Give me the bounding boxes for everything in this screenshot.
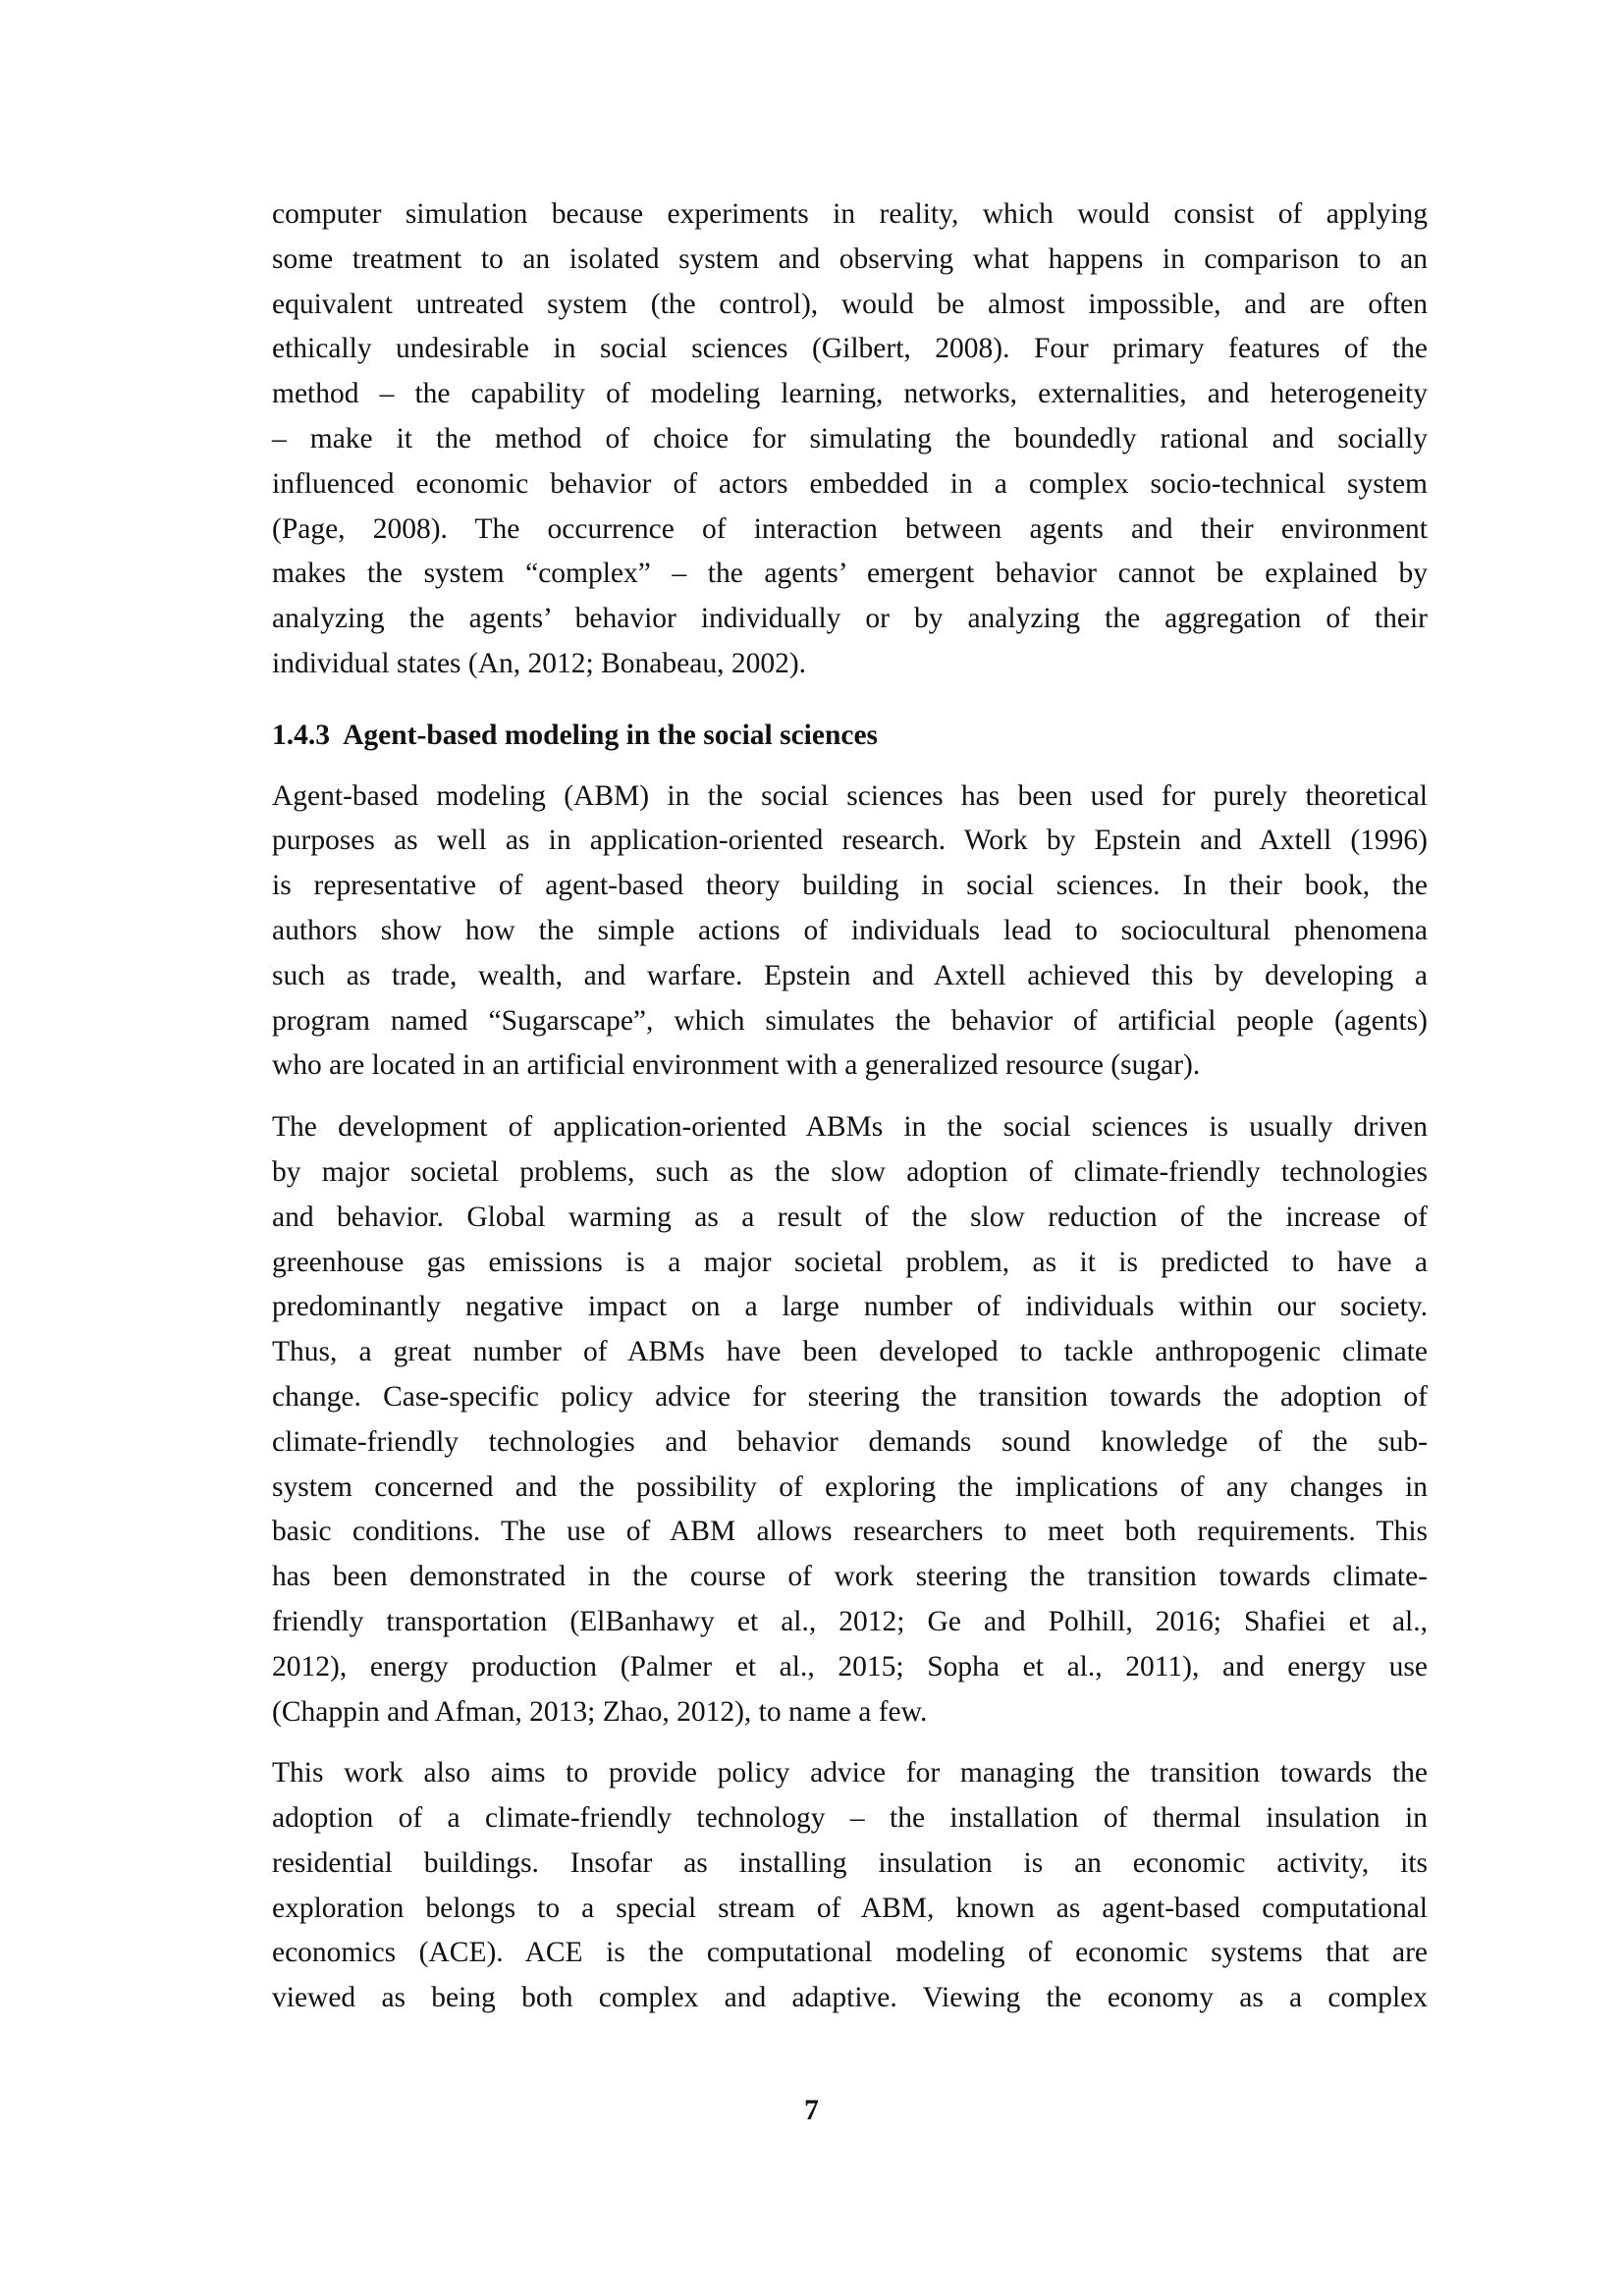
text-line: exploration belongs to a special stream of ABM, known as agent-based computational: [272, 1892, 1428, 1924]
text-line: program named “Sugarscape”, which simulates the behavior of artificial people (agents): [272, 1004, 1428, 1037]
section-heading: [272, 714, 1428, 759]
text-line: Agent-based modeling (ABM) in the social sciences has been used for purely theoretical: [272, 779, 1428, 812]
text-line: computer simulation because experiments in reality, which would consist of applying: [272, 198, 1428, 230]
section-number: 1.4.3: [272, 719, 330, 751]
paragraph-4: [272, 1751, 1428, 2021]
text-line: basic conditions. The use of ABM allows researchers to meet both requirements. This: [272, 1516, 1428, 1548]
page-number: 7: [804, 2094, 819, 2126]
text-line: 2012), energy production (Palmer et al., 2015; Sopha et al., 2011), and energy use: [272, 1650, 1428, 1682]
text-line: by major societal problems, such as the slow adoption of climate-friendly technologies: [272, 1155, 1428, 1188]
section-title: Agent-based modeling in the social sciences: [343, 719, 879, 751]
text-line: who are located in an artificial environment with a generalized resource (sugar).: [272, 1049, 1201, 1082]
text-line: system concerned and the possibility of exploring the implications of any changes in: [272, 1470, 1428, 1503]
text-line: makes the system “complex” – the agents’ emergent behavior cannot be explained by: [272, 558, 1428, 590]
text-line: Thus, a great number of ABMs have been developed to tackle anthropogenic climate: [272, 1336, 1428, 1368]
paragraph-3: [272, 1105, 1428, 1735]
text-line: purposes as well as in application-oriented research. Work by Epstein and Axtell (1996): [272, 825, 1428, 857]
text-line: adoption of a climate-friendly technology – the installation of thermal insulation in: [272, 1802, 1428, 1835]
text-line: ethically undesirable in social sciences (Gilbert, 2008). Four primary features of the: [272, 333, 1428, 365]
paragraph-2: [272, 774, 1428, 1090]
text-line: – make it the method of choice for simulating the boundedly rational and socially: [272, 422, 1428, 454]
text-line: influenced economic behavior of actors embedded in a complex socio-technical system: [272, 467, 1428, 500]
text-line: viewed as being both complex and adaptive. Viewing the economy as a complex: [272, 1982, 1428, 2014]
text-line: and behavior. Global warming as a result of the slow reduction of the increase of: [272, 1201, 1428, 1233]
paragraph-1: [272, 192, 1428, 687]
text-line: friendly transportation (ElBanhawy et al., 2012; Ge and Polhill, 2016; Shafiei et al.,: [272, 1605, 1428, 1637]
text-line: change. Case-specific policy advice for steering the transition towards the adoption of: [272, 1380, 1428, 1413]
text-line: method – the capability of modeling learning, networks, externalities, and heterogeneity: [272, 378, 1428, 410]
text-line: predominantly negative impact on a large number of individuals within our society.: [272, 1291, 1428, 1323]
text-line: economics (ACE). ACE is the computational modeling of economic systems that are: [272, 1937, 1428, 1969]
text-line: climate-friendly technologies and behavior demands sound knowledge of the sub-: [272, 1425, 1428, 1458]
body-text: [272, 192, 1428, 2038]
text-line: such as trade, wealth, and warfare. Epstein and Axtell achieved this by developing a: [272, 959, 1428, 991]
text-line: analyzing the agents’ behavior individually or by analyzing the aggregation of their: [272, 603, 1428, 635]
text-line: equivalent untreated system (the control), would be almost impossible, and are often: [272, 288, 1428, 320]
text-line: individual states (An, 2012; Bonabeau, 2002).: [272, 647, 807, 679]
text-line: The development of application-oriented ABMs in the social sciences is usually driven: [272, 1111, 1428, 1144]
text-line: has been demonstrated in the course of work steering the transition towards climate-: [272, 1561, 1428, 1593]
text-line: is representative of agent-based theory building in social sciences. In their book, the: [272, 870, 1428, 902]
text-line: This work also aims to provide policy advice for managing the transition towards the: [272, 1757, 1428, 1789]
text-line: authors show how the simple actions of individuals lead to sociocultural phenomena: [272, 914, 1428, 946]
text-line: residential buildings. Insofar as installing insulation is an economic activity, its: [272, 1846, 1428, 1879]
text-line: greenhouse gas emissions is a major societal problem, as it is predicted to have a: [272, 1246, 1428, 1278]
text-line: some treatment to an isolated system and observing what happens in comparison to an: [272, 242, 1428, 275]
text-line: (Chappin and Afman, 2013; Zhao, 2012), to name a few.: [272, 1695, 928, 1728]
text-line: (Page, 2008). The occurrence of interaction between agents and their environment: [272, 512, 1428, 545]
